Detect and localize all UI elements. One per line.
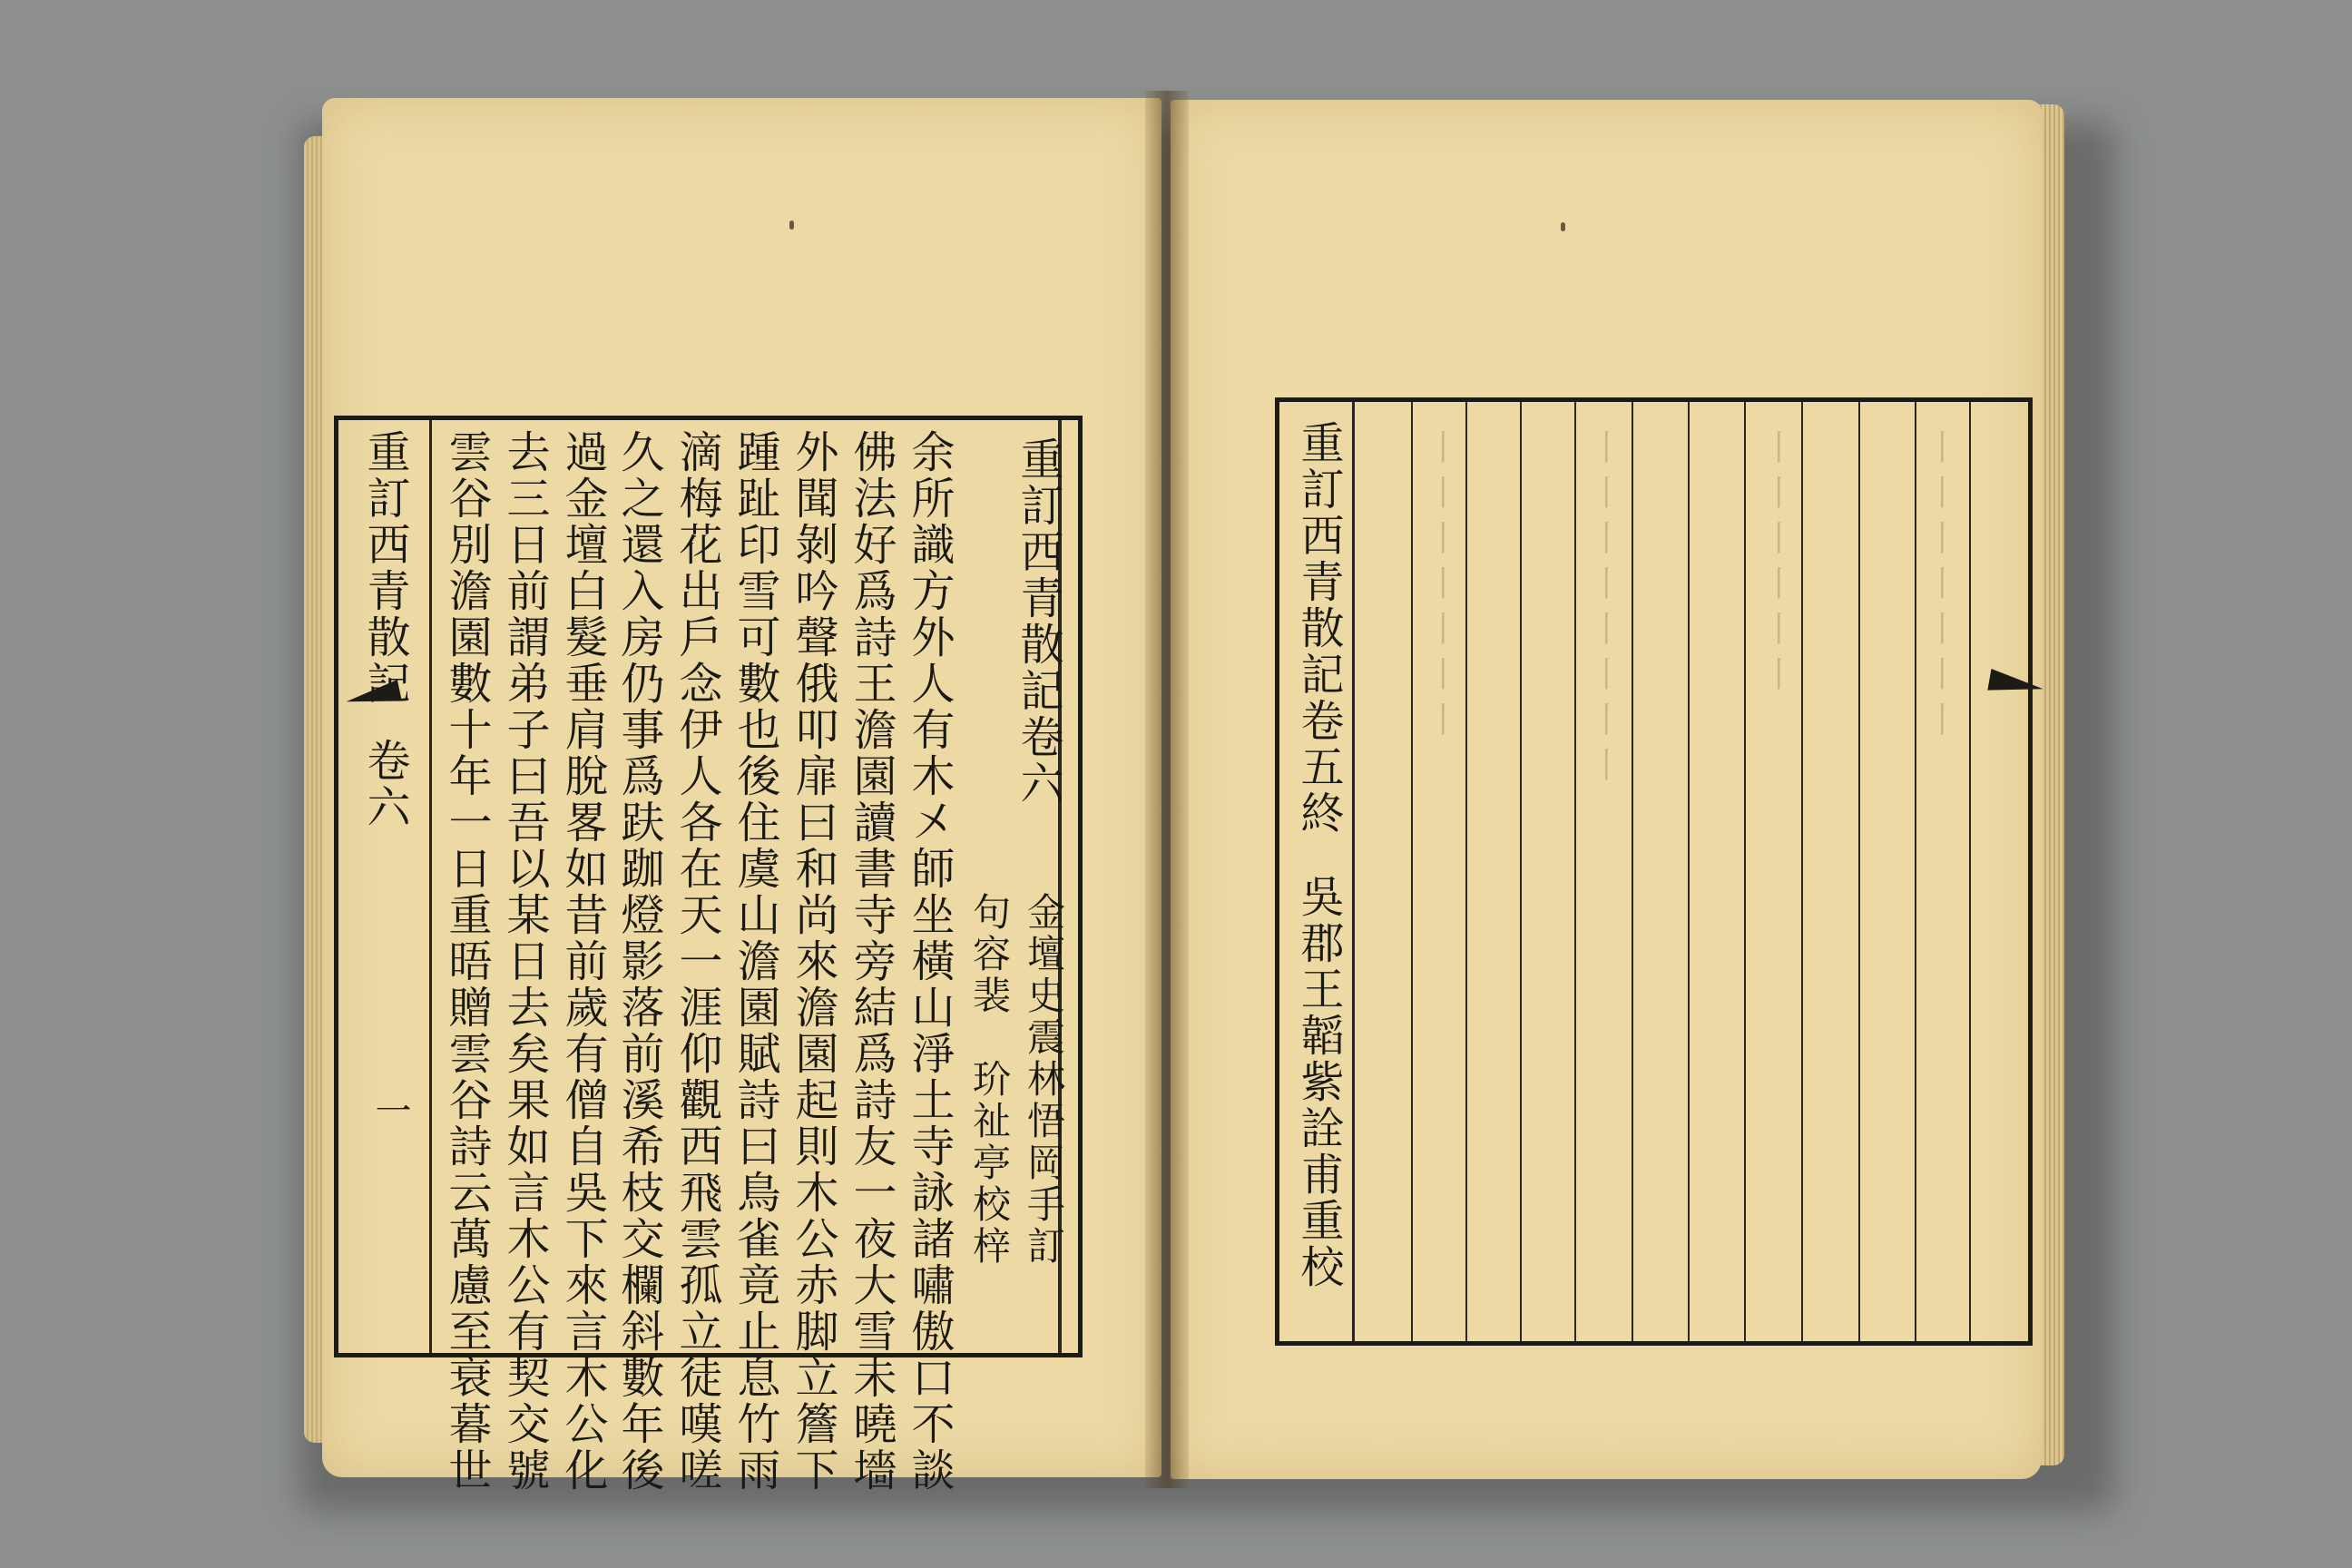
editor-line-1: 金壇史震林悟岡手訂 [1022,892,1066,1268]
right-text-frame [1275,397,2033,1346]
column-rule [1858,402,1860,1341]
chapter-title: 重訂西青散記卷六 [1013,436,1063,807]
text-column-3: 外聞剝吟聲俄叩扉曰和尚來澹園起則木公赤脚立簷下 [788,429,838,1494]
fishtail-mark [344,680,402,712]
pin-hole [789,220,794,230]
column-rule [1801,402,1803,1341]
left-text-frame [334,416,1083,1494]
column-rule [1688,402,1690,1341]
column-rule [1352,402,1355,1341]
show-through: 丨丨丨丨丨丨丨 [1420,429,1460,747]
text-column-7: 過金壇白髮垂肩脫畧如昔前歲有僧自吳下來言木公化 [557,429,608,1494]
column-rule [1574,402,1576,1341]
column-rule [1969,402,1971,1341]
text-column-1: 余所識方外人有木㐅師坐橫山淨土寺詠諸嘯傲口不談 [904,429,955,1494]
text-column-8: 去三日前謂弟子曰吾以某日去矣果如言木公有契交號 [499,429,550,1494]
column-rule [1465,402,1467,1341]
show-through: 丨丨丨丨丨丨丨 [1919,429,1959,747]
volume-end-title: 重訂西青散記卷五終 [1293,420,1344,837]
column-rule [1411,402,1413,1341]
margin-title: 重訂西青散記 [359,429,410,707]
reviser-credit: 吳郡王韜紫詮甫重校 [1293,874,1344,1290]
text-column-2: 佛法好爲詩王澹園讀書寺旁結爲詩友一夜大雪未曉墻 [846,429,897,1494]
editor-line-2: 句容裴 玠祉亭校梓 [967,892,1012,1268]
column-rule [1744,402,1746,1341]
margin-volume: 卷六 [359,738,410,830]
book-gutter [1145,91,1189,1488]
text-column-5: 滴梅花出戶念伊人各在天一涯仰觀西飛雲孤立徒嘆嗟 [671,429,722,1494]
margin-rule [429,420,432,1353]
text-column-9: 雲谷別澹園數十年一日重晤贈雲谷詩云萬慮至衰暮世 [441,429,492,1494]
text-column-4: 踵趾印雪可數也後住虞山澹園賦詩曰鳥雀竟止息竹雨 [730,429,780,1494]
column-rule [1520,402,1522,1341]
margin-page-number: 一 [369,1092,411,1131]
column-rule [1632,402,1633,1341]
show-through: 丨丨丨丨丨丨丨丨 [1583,429,1623,792]
show-through: 丨丨丨丨丨丨 [1756,429,1796,701]
text-column-6: 久之還入房仍事爲趺跏燈影落前溪希枝交欄斜數年後 [613,429,664,1494]
pin-hole [1561,222,1565,231]
